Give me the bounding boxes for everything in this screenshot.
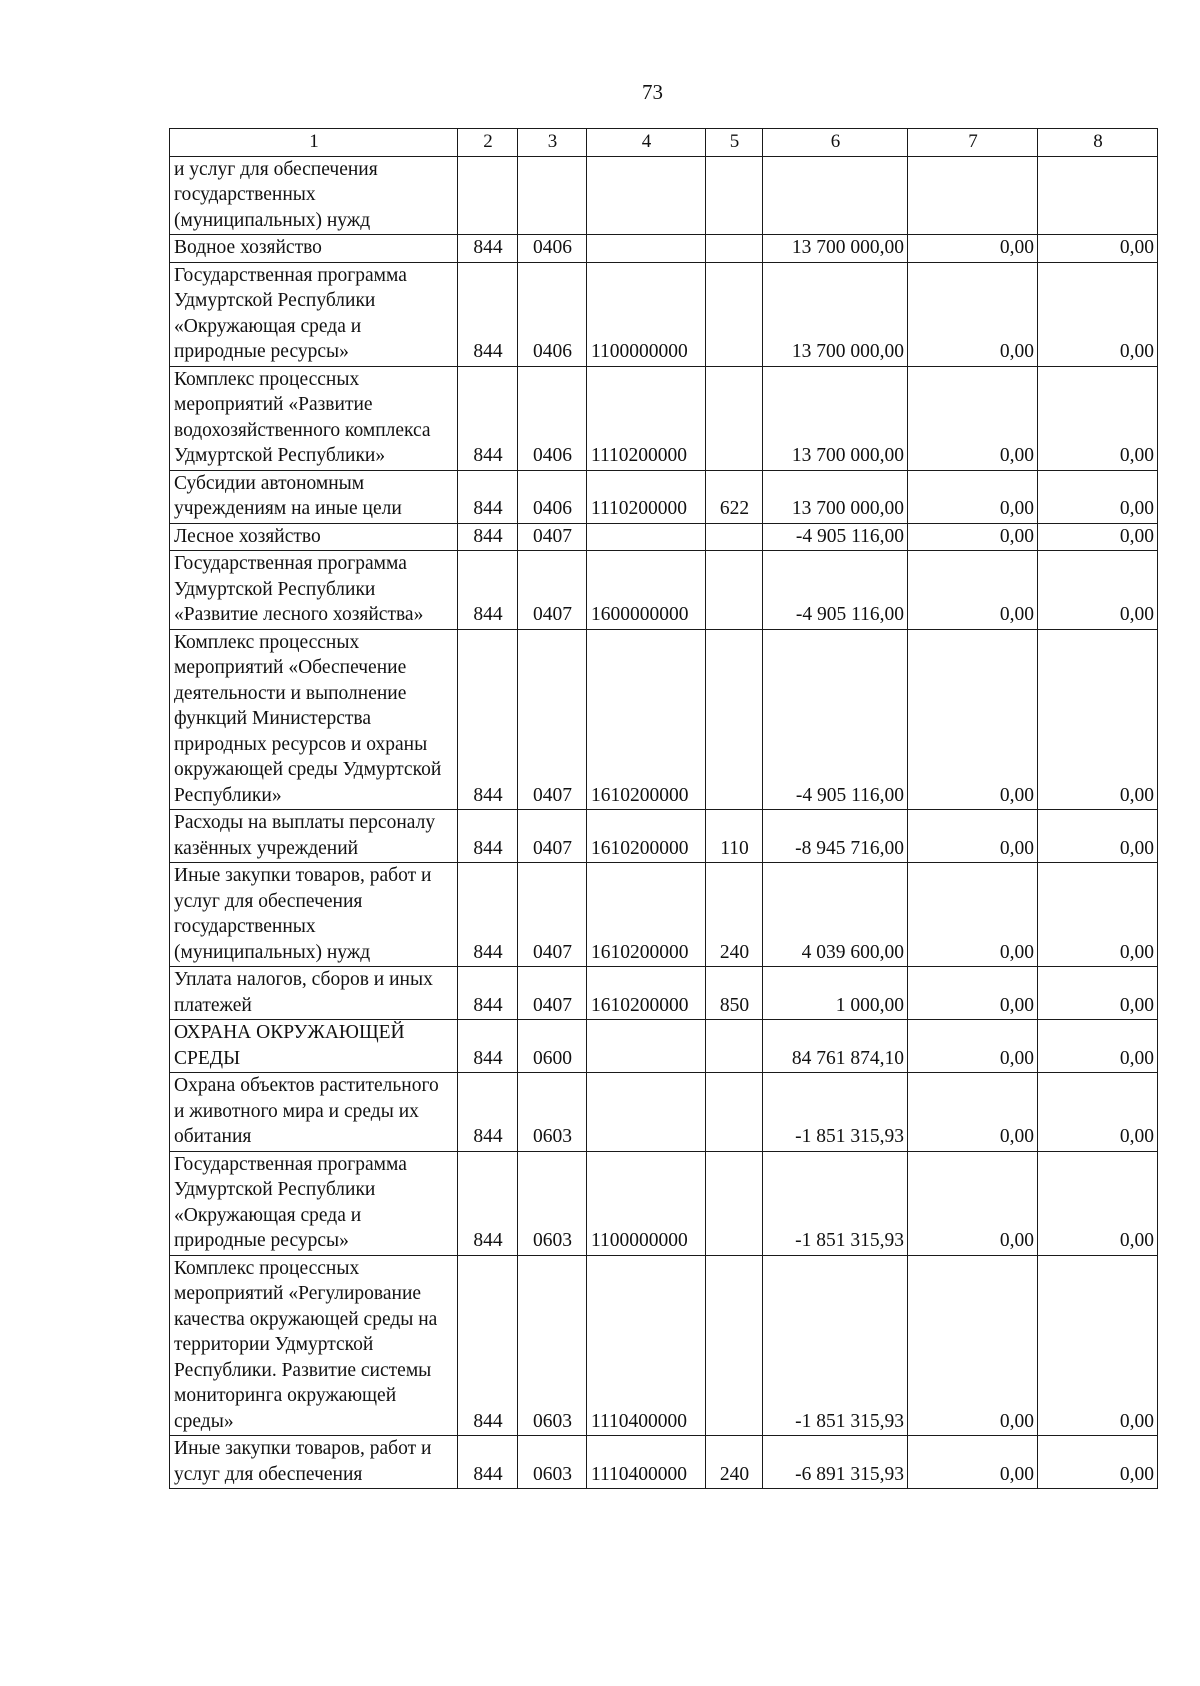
cell-amount: 0,00 [908, 523, 1038, 551]
cell-ministry-code: 844 [458, 523, 518, 551]
cell-ministry-code: 844 [458, 1020, 518, 1073]
cell-section-code: 0406 [518, 470, 587, 523]
cell-target-article: 1110400000 [587, 1436, 706, 1489]
cell-amount: -4 905 116,00 [763, 629, 908, 810]
column-header: 6 [763, 129, 908, 157]
cell-ministry-code: 844 [458, 1073, 518, 1152]
cell-target-article: 1110200000 [587, 470, 706, 523]
cell-amount: 0,00 [908, 235, 1038, 263]
row-label: Комплекс процессных мероприятий «Обеспечение деятельности и выполнение функций Министерства природных ресурсов и охраны окружающей среды Удмуртской Республики» [170, 629, 458, 810]
cell-section-code: 0603 [518, 1436, 587, 1489]
column-header: 4 [587, 129, 706, 157]
cell-ministry-code: 844 [458, 235, 518, 263]
cell-amount: 0,00 [908, 1151, 1038, 1255]
cell-expense-type: 110 [706, 810, 763, 863]
cell-ministry-code: 844 [458, 863, 518, 967]
cell-section-code: 0407 [518, 810, 587, 863]
row-label: и услуг для обеспечения государственных (муниципальных) нужд [170, 156, 458, 235]
page-number: 73 [642, 80, 663, 104]
table-row [170, 156, 1158, 235]
cell-amount: -6 891 315,93 [763, 1436, 908, 1489]
cell-ministry-code: 844 [458, 810, 518, 863]
cell-section-code: 0406 [518, 235, 587, 263]
cell-amount: 13 700 000,00 [763, 366, 908, 470]
cell-amount: 0,00 [1038, 810, 1158, 863]
table-row [170, 551, 1158, 630]
cell-target-article [587, 523, 706, 551]
table-row [170, 262, 1158, 366]
cell-expense-type: 850 [706, 967, 763, 1020]
cell-ministry-code: 844 [458, 629, 518, 810]
cell-amount: 13 700 000,00 [763, 235, 908, 263]
cell-expense-type: 240 [706, 1436, 763, 1489]
cell-amount: 0,00 [1038, 1436, 1158, 1489]
table-row [170, 629, 1158, 810]
cell-amount: 0,00 [1038, 1151, 1158, 1255]
column-header: 3 [518, 129, 587, 157]
row-label: Иные закупки товаров, работ и услуг для обеспечения [170, 1436, 458, 1489]
cell-section-code: 0407 [518, 629, 587, 810]
cell-target-article: 1110400000 [587, 1255, 706, 1436]
cell-amount [763, 156, 908, 235]
cell-amount: 0,00 [908, 551, 1038, 630]
table-row [170, 1436, 1158, 1489]
budget-table [169, 128, 1158, 1489]
cell-amount: 0,00 [908, 810, 1038, 863]
cell-section-code: 0603 [518, 1073, 587, 1152]
cell-amount: 0,00 [908, 1020, 1038, 1073]
cell-target-article: 1100000000 [587, 262, 706, 366]
cell-target-article: 1610200000 [587, 967, 706, 1020]
cell-amount: 0,00 [908, 1073, 1038, 1152]
cell-target-article: 1610200000 [587, 863, 706, 967]
cell-section-code: 0406 [518, 366, 587, 470]
column-header: 5 [706, 129, 763, 157]
row-label: Охрана объектов растительного и животного мира и среды их обитания [170, 1073, 458, 1152]
cell-expense-type [706, 1151, 763, 1255]
cell-ministry-code: 844 [458, 1436, 518, 1489]
row-label: Водное хозяйство [170, 235, 458, 263]
row-label: Государственная программа Удмуртской Республики «Развитие лесного хозяйства» [170, 551, 458, 630]
cell-amount: 0,00 [908, 863, 1038, 967]
column-header: 8 [1038, 129, 1158, 157]
cell-amount: 13 700 000,00 [763, 470, 908, 523]
row-label: Иные закупки товаров, работ и услуг для обеспечения государственных (муниципальных) нужд [170, 863, 458, 967]
cell-expense-type [706, 366, 763, 470]
cell-target-article: 1610200000 [587, 810, 706, 863]
table-row [170, 470, 1158, 523]
cell-amount: 0,00 [908, 366, 1038, 470]
cell-amount: 4 039 600,00 [763, 863, 908, 967]
cell-target-article [587, 1020, 706, 1073]
cell-amount: 0,00 [908, 1436, 1038, 1489]
cell-section-code: 0406 [518, 262, 587, 366]
cell-amount: 0,00 [908, 470, 1038, 523]
cell-ministry-code: 844 [458, 967, 518, 1020]
cell-amount [908, 156, 1038, 235]
cell-amount: 1 000,00 [763, 967, 908, 1020]
cell-amount: 0,00 [1038, 523, 1158, 551]
row-label: ОХРАНА ОКРУЖАЮЩЕЙ СРЕДЫ [170, 1020, 458, 1073]
row-label: Субсидии автономным учреждениям на иные цели [170, 470, 458, 523]
cell-section-code: 0407 [518, 523, 587, 551]
cell-amount: 0,00 [1038, 629, 1158, 810]
cell-amount: -1 851 315,93 [763, 1255, 908, 1436]
cell-target-article [587, 156, 706, 235]
cell-expense-type [706, 1020, 763, 1073]
row-label: Уплата налогов, сборов и иных платежей [170, 967, 458, 1020]
cell-section-code: 0407 [518, 967, 587, 1020]
table-row [170, 1255, 1158, 1436]
cell-amount: 0,00 [1038, 863, 1158, 967]
row-label: Расходы на выплаты персоналу казённых учреждений [170, 810, 458, 863]
row-label: Комплекс процессных мероприятий «Регулирование качества окружающей среды на территории Удмуртской Республики. Развитие системы мониторинга окружающей среды» [170, 1255, 458, 1436]
cell-expense-type: 240 [706, 863, 763, 967]
cell-amount: -4 905 116,00 [763, 523, 908, 551]
row-label: Лесное хозяйство [170, 523, 458, 551]
cell-target-article: 1110200000 [587, 366, 706, 470]
cell-amount: -1 851 315,93 [763, 1151, 908, 1255]
cell-ministry-code: 844 [458, 262, 518, 366]
table-row [170, 366, 1158, 470]
table-row [170, 810, 1158, 863]
cell-target-article [587, 235, 706, 263]
cell-ministry-code: 844 [458, 470, 518, 523]
cell-section-code [518, 156, 587, 235]
cell-amount: 0,00 [908, 1255, 1038, 1436]
cell-section-code: 0600 [518, 1020, 587, 1073]
cell-target-article [587, 1073, 706, 1152]
cell-amount: 0,00 [1038, 1020, 1158, 1073]
cell-amount: 84 761 874,10 [763, 1020, 908, 1073]
table-row [170, 1020, 1158, 1073]
cell-ministry-code [458, 156, 518, 235]
cell-ministry-code: 844 [458, 1151, 518, 1255]
cell-expense-type [706, 629, 763, 810]
table-row [170, 1151, 1158, 1255]
cell-ministry-code: 844 [458, 551, 518, 630]
cell-amount: 0,00 [1038, 235, 1158, 263]
column-header: 1 [170, 129, 458, 157]
table-header-row [170, 129, 1158, 157]
cell-amount: 0,00 [1038, 366, 1158, 470]
table-row [170, 863, 1158, 967]
cell-amount: 0,00 [908, 967, 1038, 1020]
cell-amount: -1 851 315,93 [763, 1073, 908, 1152]
row-label: Комплекс процессных мероприятий «Развитие водохозяйственного комплекса Удмуртской Республики» [170, 366, 458, 470]
column-header: 2 [458, 129, 518, 157]
cell-section-code: 0407 [518, 551, 587, 630]
cell-amount: 0,00 [908, 262, 1038, 366]
cell-amount: 13 700 000,00 [763, 262, 908, 366]
cell-amount: 0,00 [1038, 262, 1158, 366]
cell-expense-type [706, 1073, 763, 1152]
cell-expense-type [706, 551, 763, 630]
cell-amount: 0,00 [1038, 1255, 1158, 1436]
cell-target-article: 1100000000 [587, 1151, 706, 1255]
row-label: Государственная программа Удмуртской Республики «Окружающая среда и природные ресурсы» [170, 262, 458, 366]
cell-expense-type [706, 235, 763, 263]
cell-amount: 0,00 [1038, 1073, 1158, 1152]
cell-section-code: 0603 [518, 1255, 587, 1436]
row-label: Государственная программа Удмуртской Республики «Окружающая среда и природные ресурсы» [170, 1151, 458, 1255]
table-row [170, 523, 1158, 551]
cell-expense-type [706, 262, 763, 366]
cell-section-code: 0603 [518, 1151, 587, 1255]
cell-ministry-code: 844 [458, 1255, 518, 1436]
table-row [170, 1073, 1158, 1152]
table-row [170, 967, 1158, 1020]
cell-amount: 0,00 [1038, 967, 1158, 1020]
cell-expense-type [706, 156, 763, 235]
cell-target-article: 1600000000 [587, 551, 706, 630]
cell-section-code: 0407 [518, 863, 587, 967]
cell-amount: -8 945 716,00 [763, 810, 908, 863]
cell-ministry-code: 844 [458, 366, 518, 470]
cell-amount: 0,00 [1038, 470, 1158, 523]
cell-amount [1038, 156, 1158, 235]
table-row [170, 235, 1158, 263]
cell-expense-type [706, 1255, 763, 1436]
cell-expense-type: 622 [706, 470, 763, 523]
cell-amount: 0,00 [908, 629, 1038, 810]
cell-expense-type [706, 523, 763, 551]
column-header: 7 [908, 129, 1038, 157]
cell-amount: -4 905 116,00 [763, 551, 908, 630]
cell-amount: 0,00 [1038, 551, 1158, 630]
cell-target-article: 1610200000 [587, 629, 706, 810]
